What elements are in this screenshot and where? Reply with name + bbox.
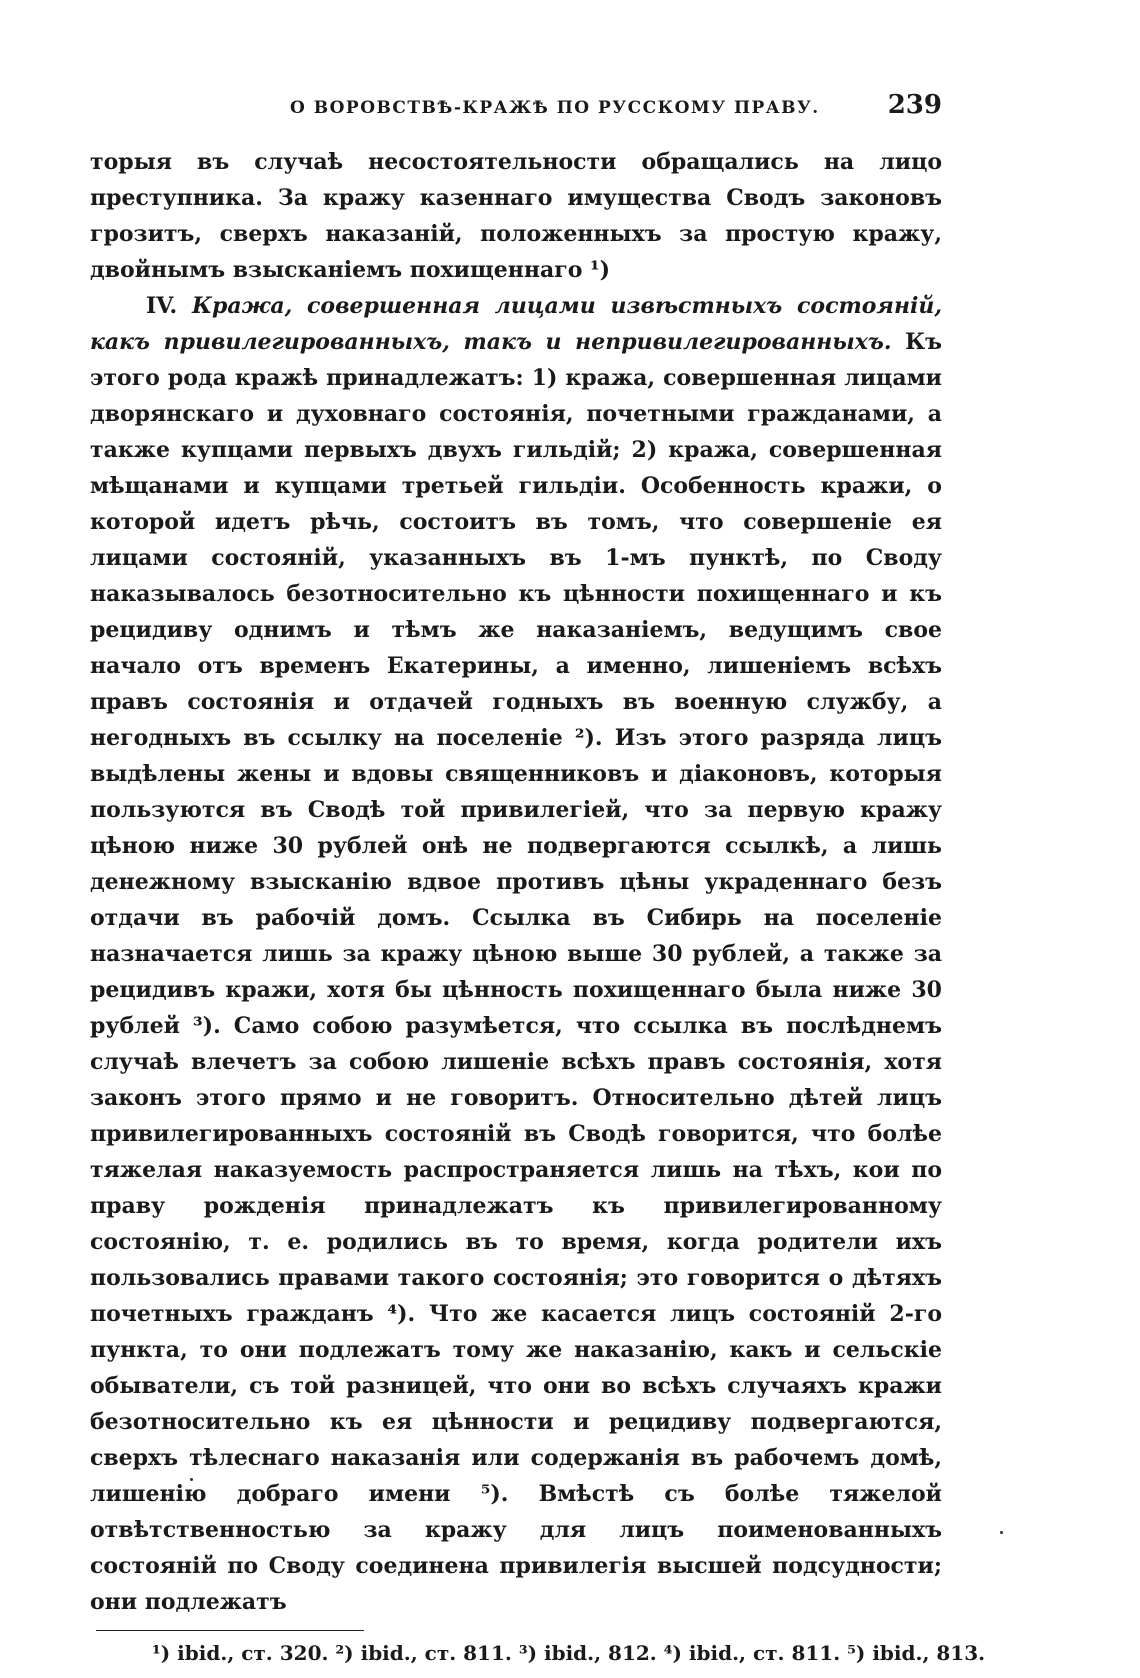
book-page xyxy=(90,88,986,1665)
print-speck xyxy=(190,1478,193,1481)
paragraph-continuation: торыя въ случаѣ несостоятельности обращались на лицо преступника. За кражу казеннаго имущества Сводъ законовъ грозитъ, сверхъ наказаній, положенныхъ за простую кражу, двойнымъ взысканіемъ похищеннаго ¹) xyxy=(90,149,942,283)
running-title: О ВОРОВСТВѢ-КРАЖѢ ПО РУССКОМУ ПРАВУ. xyxy=(290,98,820,118)
section-body: Къ этого рода кражѣ принадлежатъ: 1) кража, совершенная лицами дворянскаго и духовнаго состоянія, почетными гражданами, а также купцами первыхъ двухъ гильдій; 2) кража, совершенная мѣщанами и купцами третьей гильдіи. Особенность кражи, о которой идетъ рѣчь, состоитъ въ томъ, что совершеніе ея лицами состояній, указанныхъ въ 1-мъ пунктѣ, по Своду наказывалось безотносительно къ цѣнности похищеннаго и къ рецидиву однимъ и тѣмъ же наказаніемъ, ведущимъ свое начало отъ временъ Екатерины, а именно, лишеніемъ всѣхъ правъ состоянія и отдачей годныхъ въ военную службу, а негодныхъ въ ссылку на поселеніе ²). Изъ этого разряда лицъ выдѣлены жены и вдовы священниковъ и діаконовъ, которыя пользуются въ Сводѣ той привилегіей, что за первую кражу цѣною ниже 30 рублей онѣ не подвергаются ссылкѣ, а лишь денежному взысканію вдвое противъ цѣны украденнаго безъ отдачи въ рабочій домъ. Ссылка въ Сибирь на поселеніе назначается лишь за кражу цѣною выше 30 рублей, а также за рецидивъ кражи, хотя бы цѣнность похищеннаго была ниже 30 рублей ³). Само собою разумѣется, что ссылка въ послѣднемъ случаѣ влечетъ за собою лишеніе всѣхъ правъ состоянія, хотя законъ этого прямо и не говоритъ. Относительно дѣтей лицъ привилегированныхъ состояній въ Сводѣ говорится, что болѣе тяжелая наказуемость распространяется лишь на тѣхъ, кои по праву рожденія принадлежатъ къ привилегированному состоянію, т. е. родились въ то время, когда родители ихъ пользовались правами такого состоянія; это говорится о дѣтяхъ почетныхъ гражданъ ⁴). Что же касается лицъ состояній 2-го пункта, то они подлежатъ тому же наказанію, какъ и сельскіе обыватели, съ той разницей, что они во всѣхъ случаяхъ кражи безотносительно къ ея цѣнности и рецидиву подвергаются, сверхъ тѣлеснаго наказанія или содержанія въ рабочемъ домѣ, лишенію добраго имени ⁵). Вмѣстѣ съ болѣе тяжелой отвѣтственностью за кражу для лицъ поименованныхъ состояній по Своду соединена привилегія высшей подсудности; они подлежатъ xyxy=(90,329,942,1615)
section-numeral: IV. xyxy=(146,293,178,319)
print-speck xyxy=(1000,1531,1003,1534)
page-number: 239 xyxy=(887,90,942,120)
running-head xyxy=(90,88,942,128)
body-text xyxy=(90,144,942,1620)
footnotes: ¹) ibid., ст. 320. ²) ibid., ст. 811. ³) ibid., 812. ⁴) ibid., ст. 811. ⁵) ibid., 813. xyxy=(152,1641,986,1665)
paragraph-section-iv xyxy=(90,288,942,1620)
footnote-divider xyxy=(96,1630,364,1631)
section-heading: Кража, совершенная лицами извѣстныхъ состояній, какъ привилегированныхъ, такъ и непривилегированныхъ. xyxy=(90,293,942,355)
